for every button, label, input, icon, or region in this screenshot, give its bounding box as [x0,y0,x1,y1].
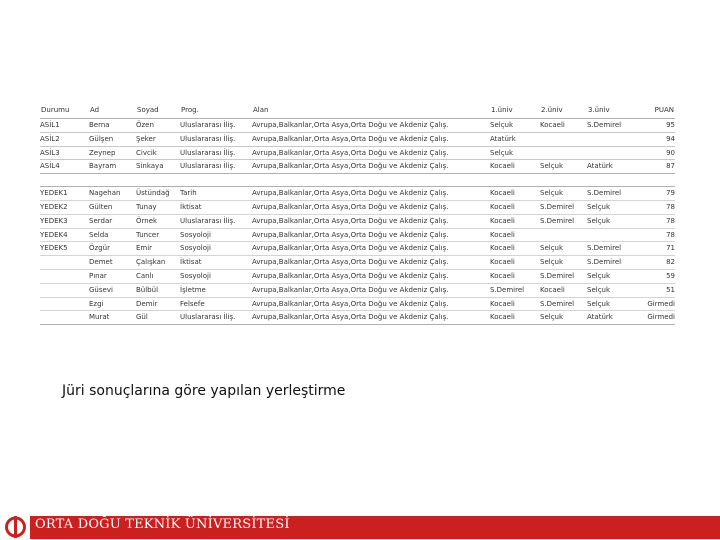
table-cell: Uluslararası İliş. [180,119,252,133]
table-cell: 79 [640,187,675,201]
table-cell: Avrupa,Balkanlar,Orta Asya,Orta Doğu ve Akdeniz Çalış. [252,200,490,214]
column-header: Alan [253,106,269,115]
table-cell: Selçuk [540,256,587,270]
table-cell: Selçuk [540,187,587,201]
table-cell [540,228,587,242]
table-cell [40,269,89,283]
group-spacer [40,174,675,187]
table-cell: Avrupa,Balkanlar,Orta Asya,Orta Doğu ve Akdeniz Çalış. [252,242,490,256]
table-cell: 71 [640,242,675,256]
table-row [40,297,675,311]
table-cell: Demet [89,256,136,270]
table-cell: 90 [640,146,675,160]
table-cell: Kocaeli [540,119,587,133]
table-cell: Ezgi [89,297,136,311]
table-row [40,119,675,133]
table-cell [587,228,640,242]
table-cell: İktisat [180,200,252,214]
table-cell: Serdar [89,214,136,228]
column-header: Ad [90,106,100,115]
table-cell: Selçuk [587,283,640,297]
table-cell: S.Demirel [587,119,640,133]
table-cell: Kocaeli [490,228,540,242]
table-cell: YEDEK3 [40,214,89,228]
table-cell: Berna [89,119,136,133]
table-cell: Civcik [136,146,180,160]
table-cell: Sosyoloji [180,269,252,283]
table-row [40,200,675,214]
table-cell: Atatürk [490,132,540,146]
table-cell: Bayram [89,160,136,174]
table-cell: Kocaeli [490,242,540,256]
table-cell: 78 [640,200,675,214]
column-header: Prog. [181,106,199,115]
table-cell: Atatürk [587,311,640,325]
column-header: PUAN [654,106,674,115]
table-row [40,311,675,325]
table-cell [540,132,587,146]
table-cell: Canlı [136,269,180,283]
table-cell: Gül [136,311,180,325]
table-row [40,269,675,283]
table-cell: S.Demirel [540,214,587,228]
table-cell: Emir [136,242,180,256]
table-cell: Sosyoloji [180,242,252,256]
table-cell: Şeker [136,132,180,146]
table-cell: Tarih [180,187,252,201]
table-cell: Uluslararası İliş. [180,132,252,146]
table-cell: 78 [640,214,675,228]
table-cell: Uluslararası İliş. [180,214,252,228]
table-cell: Avrupa,Balkanlar,Orta Asya,Orta Doğu ve Akdeniz Çalış. [252,256,490,270]
table-cell: Kocaeli [490,187,540,201]
column-header: 3.üniv [588,106,610,115]
table-cell: Bülbül [136,283,180,297]
table-cell: Kocaeli [490,200,540,214]
table-cell [40,256,89,270]
table-cell: ASİL4 [40,160,89,174]
table-cell: Avrupa,Balkanlar,Orta Asya,Orta Doğu ve Akdeniz Çalış. [252,228,490,242]
table-row [40,283,675,297]
yedek-rows [40,187,675,325]
table-cell: 94 [640,132,675,146]
table-cell: Selçuk [587,297,640,311]
table-cell: YEDEK1 [40,187,89,201]
table-cell: Demir [136,297,180,311]
table-cell: 95 [640,119,675,133]
table-cell: Selçuk [587,214,640,228]
table-cell: Avrupa,Balkanlar,Orta Asya,Orta Doğu ve Akdeniz Çalış. [252,146,490,160]
table-cell: Kocaeli [540,283,587,297]
column-header: Soyad [137,106,159,115]
column-header: 2.üniv [541,106,563,115]
table-cell: Gülşen [89,132,136,146]
table-cell: YEDEK4 [40,228,89,242]
table-cell [540,146,587,160]
table-cell: ASİL3 [40,146,89,160]
table-cell: Selçuk [587,200,640,214]
table-cell: Çalışkan [136,256,180,270]
table-cell: Özen [136,119,180,133]
table-row [40,187,675,201]
table-cell: S.Demirel [540,200,587,214]
table-cell: Felsefe [180,297,252,311]
table-cell: İktisat [180,256,252,270]
table-cell: S.Demirel [490,283,540,297]
slide-subtitle: Jüri sonuçlarına göre yapılan yerleştirme [62,383,346,399]
table-cell: YEDEK2 [40,200,89,214]
table-cell: S.Demirel [587,187,640,201]
table-cell: YEDEK5 [40,242,89,256]
table-cell [40,283,89,297]
table-cell: Selçuk [540,242,587,256]
table-cell: Nagehan [89,187,136,201]
table-cell: Kocaeli [490,214,540,228]
table-cell: ASİL2 [40,132,89,146]
table-cell: Selçuk [540,160,587,174]
table-cell: 82 [640,256,675,270]
table-cell: Sosyoloji [180,228,252,242]
table-cell: 51 [640,283,675,297]
column-header: 1.üniv [491,106,513,115]
table-cell: Avrupa,Balkanlar,Orta Asya,Orta Doğu ve Akdeniz Çalış. [252,132,490,146]
placement-results-table [40,96,675,325]
table-row [40,228,675,242]
table-cell [587,146,640,160]
table-cell: Selçuk [540,311,587,325]
odtu-logo-icon [2,515,29,539]
table-cell: S.Demirel [587,256,640,270]
table-cell: Gülten [89,200,136,214]
table-cell: Tunay [136,200,180,214]
table-cell: Kocaeli [490,160,540,174]
table-row [40,214,675,228]
table-cell: Avrupa,Balkanlar,Orta Asya,Orta Doğu ve Akdeniz Çalış. [252,214,490,228]
footer [0,514,720,540]
table-row [40,242,675,256]
table-cell: Avrupa,Balkanlar,Orta Asya,Orta Doğu ve Akdeniz Çalış. [252,187,490,201]
table-cell: Selçuk [587,269,640,283]
table-row [40,160,675,174]
table-cell: ASİL1 [40,119,89,133]
table-cell: Kocaeli [490,311,540,325]
table-cell: Avrupa,Balkanlar,Orta Asya,Orta Doğu ve Akdeniz Çalış. [252,283,490,297]
table-cell: Murat [89,311,136,325]
table-row [40,146,675,160]
table-cell: Selçuk [490,119,540,133]
table-cell: Kocaeli [490,256,540,270]
table-cell: Avrupa,Balkanlar,Orta Asya,Orta Doğu ve Akdeniz Çalış. [252,269,490,283]
table-cell: İşletme [180,283,252,297]
table-cell: Güsevi [89,283,136,297]
table-cell: Uluslararası İliş. [180,160,252,174]
table-header-row [40,96,675,119]
table-cell [40,297,89,311]
table-cell: Avrupa,Balkanlar,Orta Asya,Orta Doğu ve Akdeniz Çalış. [252,297,490,311]
table-cell: Avrupa,Balkanlar,Orta Asya,Orta Doğu ve Akdeniz Çalış. [252,119,490,133]
table-cell: Girmedi [640,297,675,311]
table-cell: Kocaeli [490,269,540,283]
table-cell: 78 [640,228,675,242]
table-cell: 87 [640,160,675,174]
column-header: Durumu [41,106,70,115]
table-row [40,132,675,146]
table-cell: S.Demirel [540,297,587,311]
table-cell: Uluslararası İliş. [180,146,252,160]
table-cell: Pınar [89,269,136,283]
table-cell: Uluslararası İliş. [180,311,252,325]
table-cell: S.Demirel [540,269,587,283]
table-cell: Örnek [136,214,180,228]
table-cell: Zeynep [89,146,136,160]
table-cell: 59 [640,269,675,283]
asil-rows [40,119,675,174]
table-cell [40,311,89,325]
table-cell: Tuncer [136,228,180,242]
institution-name: ORTA DOĞU TEKNİK ÜNİVERSİTESİ [35,517,290,532]
table-cell: Sinkaya [136,160,180,174]
table-cell: Avrupa,Balkanlar,Orta Asya,Orta Doğu ve Akdeniz Çalış. [252,160,490,174]
table-cell: Girmedi [640,311,675,325]
table-cell: Özgür [89,242,136,256]
table-cell: Kocaeli [490,297,540,311]
table-cell: Selçuk [490,146,540,160]
table-row [40,256,675,270]
table-cell: Avrupa,Balkanlar,Orta Asya,Orta Doğu ve Akdeniz Çalış. [252,311,490,325]
table-cell: Selda [89,228,136,242]
table-cell: Atatürk [587,160,640,174]
table-cell: S.Demirel [587,242,640,256]
table-cell [587,132,640,146]
table-cell: Üstündağ [136,187,180,201]
